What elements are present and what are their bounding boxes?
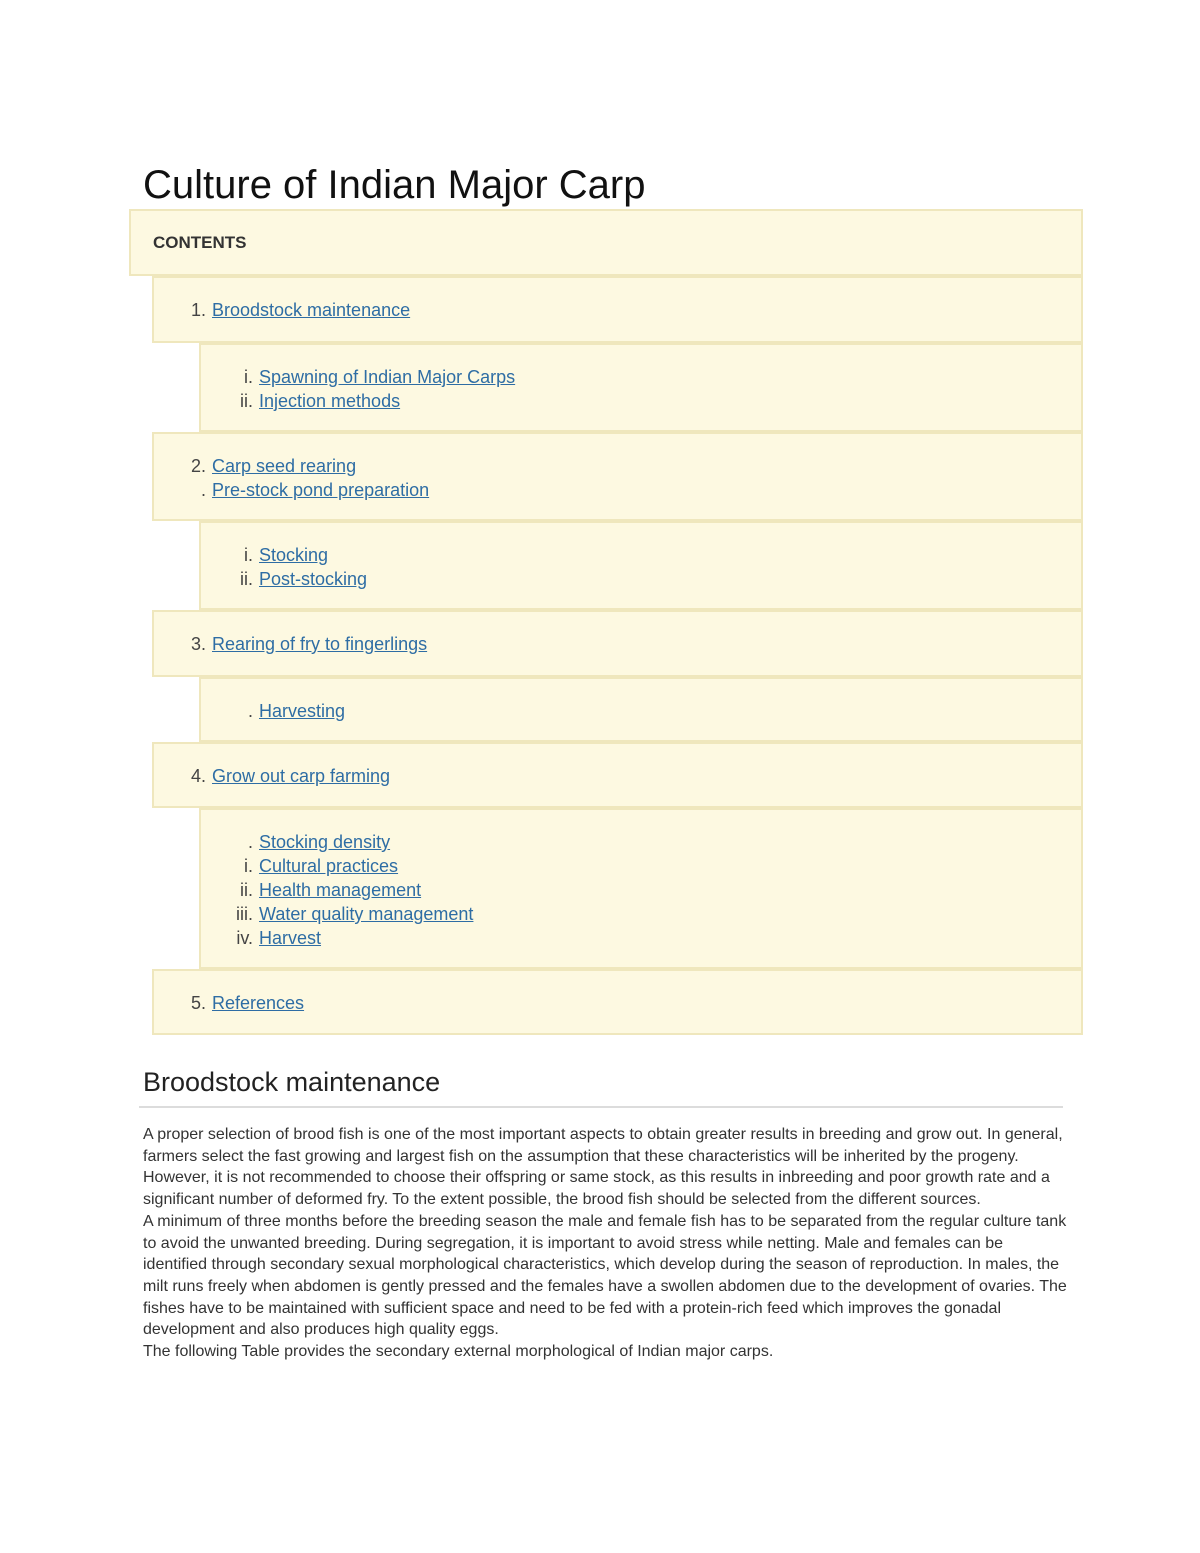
toc-item-number: iv. bbox=[236, 928, 253, 948]
toc-link-cultural-practices[interactable]: Cultural practices bbox=[259, 856, 399, 876]
toc-subgroup-4 bbox=[199, 808, 1083, 969]
toc-item-number: . bbox=[247, 832, 253, 852]
toc-link-post-stocking[interactable]: Post-stocking bbox=[259, 569, 368, 589]
toc-item-number: iii. bbox=[236, 904, 253, 924]
toc-item-number: ii. bbox=[240, 391, 253, 411]
toc-item bbox=[244, 543, 329, 567]
toc-item-number: ii. bbox=[240, 880, 253, 900]
toc-item bbox=[240, 878, 422, 902]
toc-item-number: i. bbox=[244, 545, 253, 565]
toc-group-1 bbox=[152, 276, 1083, 343]
toc-link-spawning[interactable]: Spawning of Indian Major Carps bbox=[259, 367, 516, 387]
page-title: Culture of Indian Major Carp bbox=[143, 163, 646, 207]
toc-item bbox=[236, 926, 322, 950]
toc-item-number: 3. bbox=[190, 634, 206, 654]
toc-item bbox=[236, 902, 474, 926]
toc-link-water-quality-management[interactable]: Water quality management bbox=[259, 904, 474, 924]
toc-item bbox=[190, 454, 357, 478]
toc-group-3 bbox=[152, 610, 1083, 677]
toc-link-stocking[interactable]: Stocking bbox=[259, 545, 329, 565]
toc-item-number: i. bbox=[244, 367, 253, 387]
toc-item bbox=[240, 389, 401, 413]
toc-item bbox=[190, 632, 428, 656]
toc-item-number: 4. bbox=[190, 766, 206, 786]
toc-link-grow-out-carp-farming[interactable]: Grow out carp farming bbox=[212, 766, 391, 786]
body-paragraph: A minimum of three months before the breeding season the male and female fish has to be separated from the regular culture tank to avoid the unwanted breeding. During segregation, it is important to avoid stress while netting. Male and females can be identified through secondary sexual morphological characteristics, which develop during the season of reproduction. In males, the milt runs freely when abdomen is gently pressed and the females have a swollen abdomen due to the development of ovaries. The fishes have to be maintained with sufficient space and need to be fed with a protein-rich feed which improves the gonadal development and also produces high quality eggs. bbox=[143, 1212, 1067, 1339]
toc-item-number: . bbox=[247, 701, 253, 721]
toc-item bbox=[240, 567, 368, 591]
toc-link-harvest[interactable]: Harvest bbox=[259, 928, 322, 948]
toc-subgroup-3 bbox=[199, 677, 1083, 742]
toc-link-rearing-of-fry[interactable]: Rearing of fry to fingerlings bbox=[212, 634, 428, 654]
body-paragraph: The following Table provides the secondary external morphological of Indian major carps. bbox=[143, 1343, 774, 1361]
toc-item bbox=[190, 764, 391, 788]
body-paragraph: A proper selection of brood fish is one of the most important aspects to obtain greater results in breeding and grow out. In general, farmers select the fast growing and largest fish on the assumption that these characteristics will be inherited by the progeny. However, it is not recommended to choose their offspring or same stock, as this results in inbreeding and poor growth rate and a significant number of deformed fry. To the extent possible, the brood fish should be selected from the different sources. bbox=[143, 1126, 1063, 1209]
toc-item-number: 5. bbox=[190, 993, 206, 1013]
toc-link-carp-seed-rearing[interactable]: Carp seed rearing bbox=[212, 456, 357, 476]
toc-group-2 bbox=[152, 432, 1083, 521]
toc-item bbox=[244, 854, 399, 878]
toc-group-5 bbox=[152, 969, 1083, 1035]
toc-link-injection-methods[interactable]: Injection methods bbox=[259, 391, 401, 411]
toc-item-number: 2. bbox=[190, 456, 206, 476]
toc-item bbox=[247, 830, 391, 854]
toc-item bbox=[190, 298, 411, 322]
toc-item bbox=[200, 478, 430, 502]
toc-item bbox=[247, 699, 346, 723]
toc-link-harvesting[interactable]: Harvesting bbox=[259, 701, 346, 721]
toc-link-health-management[interactable]: Health management bbox=[259, 880, 422, 900]
toc-subgroup-2 bbox=[199, 521, 1083, 610]
toc-item-number: . bbox=[200, 480, 206, 500]
toc-link-broodstock-maintenance[interactable]: Broodstock maintenance bbox=[212, 300, 411, 320]
toc-subgroup-1 bbox=[199, 343, 1083, 432]
toc-link-references[interactable]: References bbox=[212, 993, 305, 1013]
section-divider bbox=[139, 1106, 1063, 1108]
toc-item bbox=[244, 365, 516, 389]
toc-header: CONTENTS bbox=[153, 233, 247, 252]
toc-item bbox=[190, 991, 305, 1015]
section-body bbox=[143, 1124, 1068, 1363]
toc-group-4 bbox=[152, 742, 1083, 808]
toc-link-pre-stock-pond-preparation[interactable]: Pre-stock pond preparation bbox=[212, 480, 430, 500]
toc-item-number: i. bbox=[244, 856, 253, 876]
toc-link-stocking-density[interactable]: Stocking density bbox=[259, 832, 391, 852]
toc-item-number: 1. bbox=[190, 300, 206, 320]
toc-item-number: ii. bbox=[240, 569, 253, 589]
section-heading: Broodstock maintenance bbox=[143, 1067, 441, 1097]
toc-header-box bbox=[129, 209, 1083, 276]
